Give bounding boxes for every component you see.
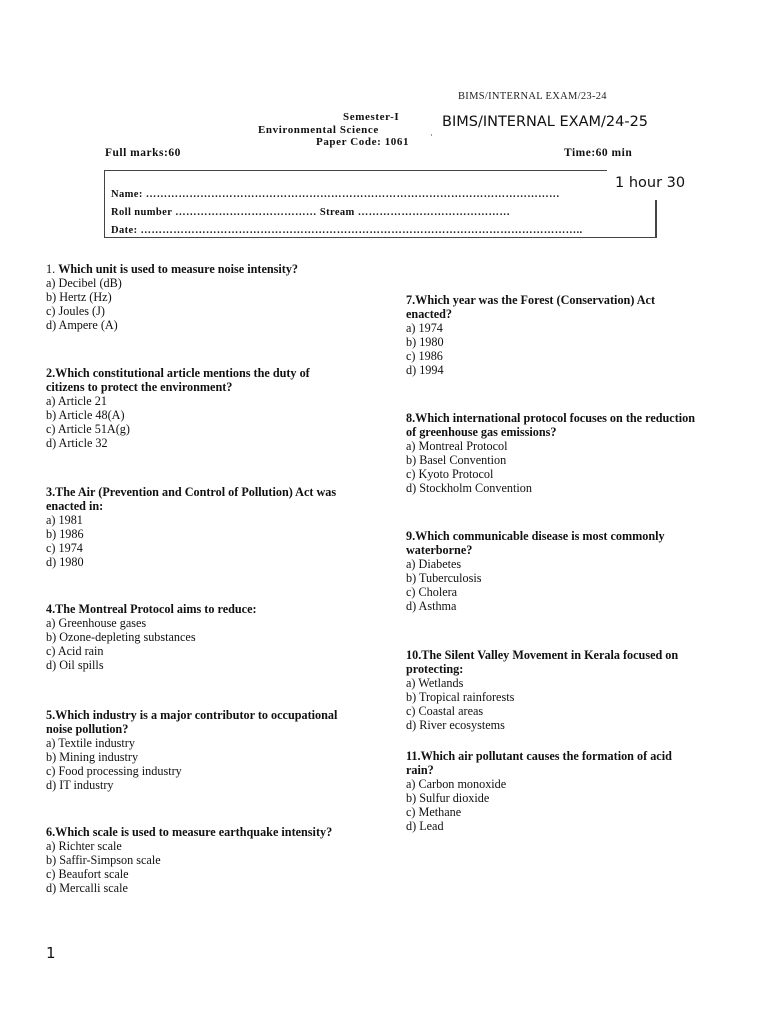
question-9	[406, 529, 665, 613]
question-11	[406, 749, 672, 833]
question-text-cont: enacted in:	[46, 499, 104, 513]
semester-label: Semester-I	[343, 111, 400, 123]
question-text: Which air pollutant causes the formation of acid	[420, 749, 672, 763]
option: a) Richter scale	[46, 839, 122, 853]
question-number: 6.	[46, 825, 56, 839]
subject-label: Environmental Science	[258, 124, 379, 136]
question-text: Which unit is used to measure noise intensity?	[58, 262, 299, 276]
question-text-cont: of greenhouse gas emissions?	[406, 425, 557, 439]
option: a) Article 21	[46, 394, 107, 408]
question-text-cont: waterborne?	[406, 543, 473, 557]
option: d) Ampere (A)	[46, 318, 118, 332]
option: c) Kyoto Protocol	[406, 467, 494, 481]
exam-code-new: BIMS/INTERNAL EXAM/24-25	[428, 110, 663, 134]
question-2	[46, 366, 310, 450]
option: c) Cholera	[406, 585, 458, 599]
question-number: 2.	[46, 366, 56, 380]
question-8	[406, 411, 695, 495]
question-number: 10.	[406, 648, 422, 662]
question-text-cont: protecting:	[406, 662, 464, 676]
duration-overlay: 1 hour 30	[607, 170, 697, 196]
option: c) 1986	[406, 349, 443, 363]
option: c) Food processing industry	[46, 764, 182, 778]
option: a) 1981	[46, 513, 83, 527]
question-number: 9.	[406, 529, 416, 543]
question-number: 5.	[46, 708, 56, 722]
option: c) Acid rain	[46, 644, 104, 658]
question-number: 3.	[46, 485, 56, 499]
question-text: Which constitutional article mentions the duty of	[55, 366, 310, 380]
option: d) Oil spills	[46, 658, 104, 672]
option: b) 1986	[46, 527, 84, 541]
question-text: Which year was the Forest (Conservation) Act	[415, 293, 656, 307]
option: d) 1994	[406, 363, 444, 377]
question-number: 7.	[406, 293, 416, 307]
option: d) Lead	[406, 819, 444, 833]
option: a) Greenhouse gases	[46, 616, 147, 630]
paper-code: Paper Code: 1061	[316, 136, 410, 148]
date-field: Date: …………………………………………………………………………………………………………..	[111, 225, 583, 236]
option: b) Tropical rainforests	[406, 690, 515, 704]
option: a) Textile industry	[46, 736, 135, 750]
option: d) River ecosystems	[406, 718, 505, 732]
option: b) Article 48(A)	[46, 408, 125, 422]
question-4	[46, 602, 257, 672]
option: c) Methane	[406, 805, 462, 819]
question-1	[46, 262, 298, 332]
option: b) 1980	[406, 335, 444, 349]
option: b) Basel Convention	[406, 453, 507, 467]
question-7	[406, 293, 655, 377]
question-5	[46, 708, 337, 792]
question-text: Which communicable disease is most commonly	[415, 529, 665, 543]
exam-time: Time:60 min	[564, 147, 633, 159]
option: a) Decibel (dB)	[46, 276, 122, 290]
question-number: 4.	[46, 602, 56, 616]
exam-code-old: BIMS/INTERNAL EXAM/23-24	[458, 91, 607, 102]
question-10	[406, 648, 678, 732]
option: d) Article 32	[46, 436, 108, 450]
option: d) Asthma	[406, 599, 457, 613]
option: a) Montreal Protocol	[406, 439, 508, 453]
option: a) Wetlands	[406, 676, 464, 690]
name-field: Name: ……………………………………………………………………………………………………	[111, 189, 560, 200]
option: b) Mining industry	[46, 750, 139, 764]
question-3	[46, 485, 336, 569]
question-text: The Montreal Protocol aims to reduce:	[55, 602, 257, 616]
option: d) IT industry	[46, 778, 114, 792]
question-text: The Air (Prevention and Control of Pollution) Act was	[55, 485, 337, 499]
option: b) Tuberculosis	[406, 571, 482, 585]
full-marks: Full marks:60	[105, 147, 181, 159]
option: d) Mercalli scale	[46, 881, 128, 895]
option: a) Diabetes	[406, 557, 462, 571]
option: d) 1980	[46, 555, 84, 569]
option: c) Joules (J)	[46, 304, 105, 318]
page-number: 1	[46, 944, 56, 962]
option: d) Stockholm Convention	[406, 481, 532, 495]
question-text: The Silent Valley Movement in Kerala focused on	[421, 648, 679, 662]
question-text-cont: enacted?	[406, 307, 453, 321]
option: b) Ozone-depleting substances	[46, 630, 196, 644]
question-number: 8.	[406, 411, 416, 425]
option: c) 1974	[46, 541, 83, 555]
option: b) Saffir-Simpson scale	[46, 853, 161, 867]
question-6	[46, 825, 332, 895]
question-number: 1.	[46, 262, 56, 276]
option: a) Carbon monoxide	[406, 777, 507, 791]
option: a) 1974	[406, 321, 443, 335]
student-info-box-edge	[655, 200, 657, 238]
question-number: 11.	[406, 749, 421, 763]
option: c) Beaufort scale	[46, 867, 129, 881]
question-text-cont: rain?	[406, 763, 434, 777]
option: b) Sulfur dioxide	[406, 791, 490, 805]
option: c) Coastal areas	[406, 704, 484, 718]
question-text-cont: noise pollution?	[46, 722, 129, 736]
question-text: Which industry is a major contributor to occupational	[55, 708, 338, 722]
roll-stream-field: Roll number ………………………………… Stream ……………………………………	[111, 207, 511, 218]
question-text: Which scale is used to measure earthquake intensity?	[55, 825, 333, 839]
question-text: Which international protocol focuses on the reduction	[415, 411, 696, 425]
option: c) Article 51A(g)	[46, 422, 130, 436]
option: b) Hertz (Hz)	[46, 290, 112, 304]
question-text-cont: citizens to protect the environment?	[46, 380, 233, 394]
